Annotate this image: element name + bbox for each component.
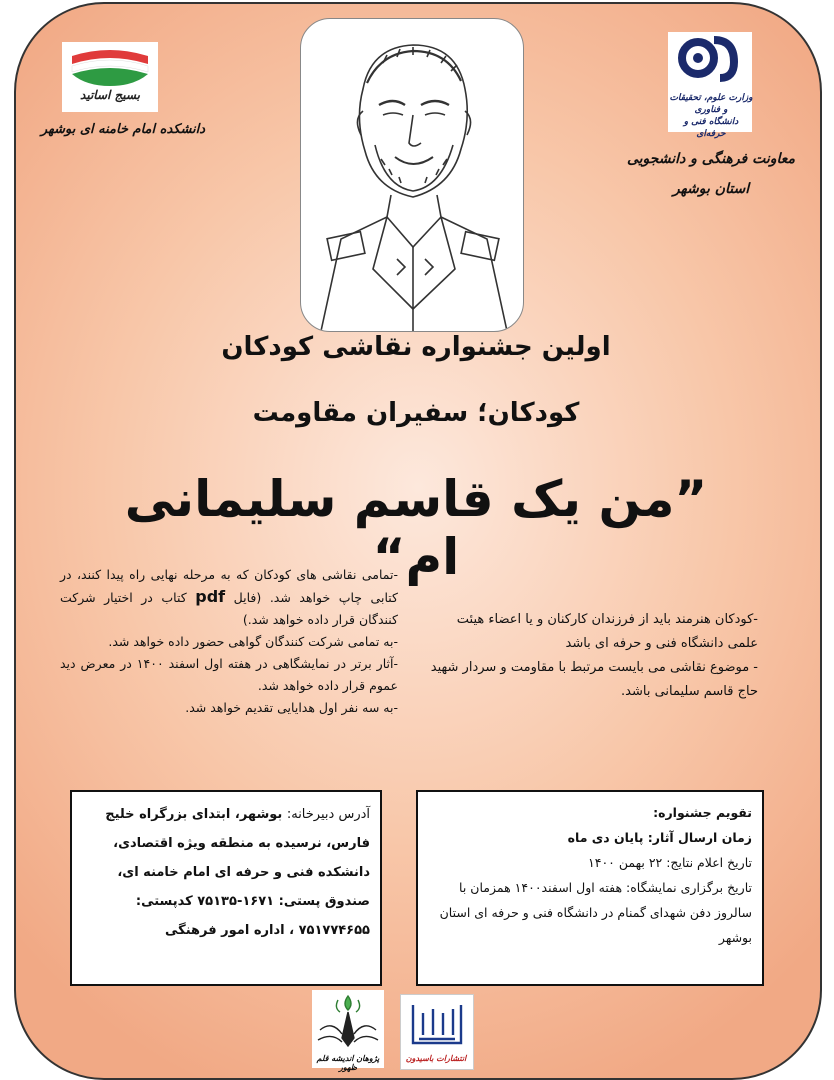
- left-org-name: دانشکده امام خامنه ای بوشهر: [40, 122, 206, 137]
- rule-book-part1: -تمامی نقاشی های کودکان که به مرحله نهایی راه پیدا کنند، در کتابی چاپ خواهد شد. (فایل: [60, 567, 398, 605]
- tvu-logo-text: [668, 92, 754, 140]
- rule-prizes: -به سه نفر اول هدایایی تقدیم خواهد شد.: [185, 700, 398, 715]
- pdf-label: pdf: [195, 587, 226, 606]
- publisher-logo-caption: انتشارات باسیدون: [405, 1054, 467, 1063]
- rules-left-column: [60, 564, 398, 719]
- headline-festival: اولین جشنواره نقاشی کودکان: [221, 332, 611, 362]
- calendar-results: تاریخ اعلام نتایج: ۲۲ بهمن ۱۴۰۰: [588, 855, 752, 870]
- rule-eligibility: -کودکان هنرمند باید از فرزندان کارکنان و یا اعضاء هیئت علمی دانشگاه فنی و حرفه ای باشد: [456, 612, 758, 651]
- address-text: بوشهر، ابتدای بزرگراه خلیج فارس، نرسیده به منطقه ویژه اقتصادی، دانشکده فنی و حرفه ای امام خامنه ای، صندوق پستی: ۱۶۷۱-۷۵۱۳۵ کدپستی: ۷۵۱۷۷۴۶۵۵ ، اداره امور فرهنگی: [105, 807, 370, 938]
- basij-caption: بسیج اساتید: [80, 88, 140, 102]
- calendar-box: [416, 790, 764, 986]
- rules-right-column: [426, 608, 758, 704]
- tvu-ministry-label: وزارت علوم، تحقیقات و فناوری: [669, 93, 753, 115]
- headline-main: ”من یک قاسم سلیمانی ام“: [124, 470, 708, 586]
- rule-book: [60, 564, 398, 631]
- calendar-deadline: زمان ارسال آثار: پایان دی ماه: [567, 830, 752, 845]
- poster: [14, 2, 822, 1080]
- rule-topic: - موضوع نقاشی می بایست مرتبط با مقاومت و سردار شهید حاج قاسم سلیمانی باشد.: [430, 660, 758, 699]
- address-label: آدرس دبیرخانه:: [286, 807, 370, 822]
- right-org-name: [616, 144, 806, 204]
- right-org-line2: استان بوشهر: [672, 181, 750, 197]
- rule-exhibition: -آثار برتر در نمایشگاهی در هفته اول اسفند ۱۴۰۰ در معرض دید عموم قرار داده خواهد شد.: [60, 656, 398, 693]
- portrait-sketch: [300, 18, 524, 332]
- tvu-university-label: دانشگاه فنی و حرفه‌ای: [683, 117, 739, 139]
- rule-certificate: -به تمامی شرکت کنندگان گواهی حضور داده خواهد شد.: [108, 634, 398, 649]
- address-box: [70, 790, 382, 986]
- calendar-title: تقویم جشنواره:: [653, 805, 752, 820]
- headline-slogan: کودکان؛ سفیران مقاومت: [252, 398, 580, 428]
- pen-logo-caption: پژوهان اندیشه قلم ظهور: [316, 1054, 380, 1072]
- calendar-exhibition: تاریخ برگزاری نمایشگاه: هفته اول اسفند۱۴۰۰ همزمان با سالروز دفن شهدای گمنام در دانشگاه فنی و حرفه ای استان بوشهر: [439, 880, 752, 945]
- right-org-line1: معاونت فرهنگی و دانشجویی: [626, 151, 796, 167]
- rule-book-part2: کتاب در اختیار شرکت کنندگان قرار داده خواهد شد.): [60, 590, 398, 627]
